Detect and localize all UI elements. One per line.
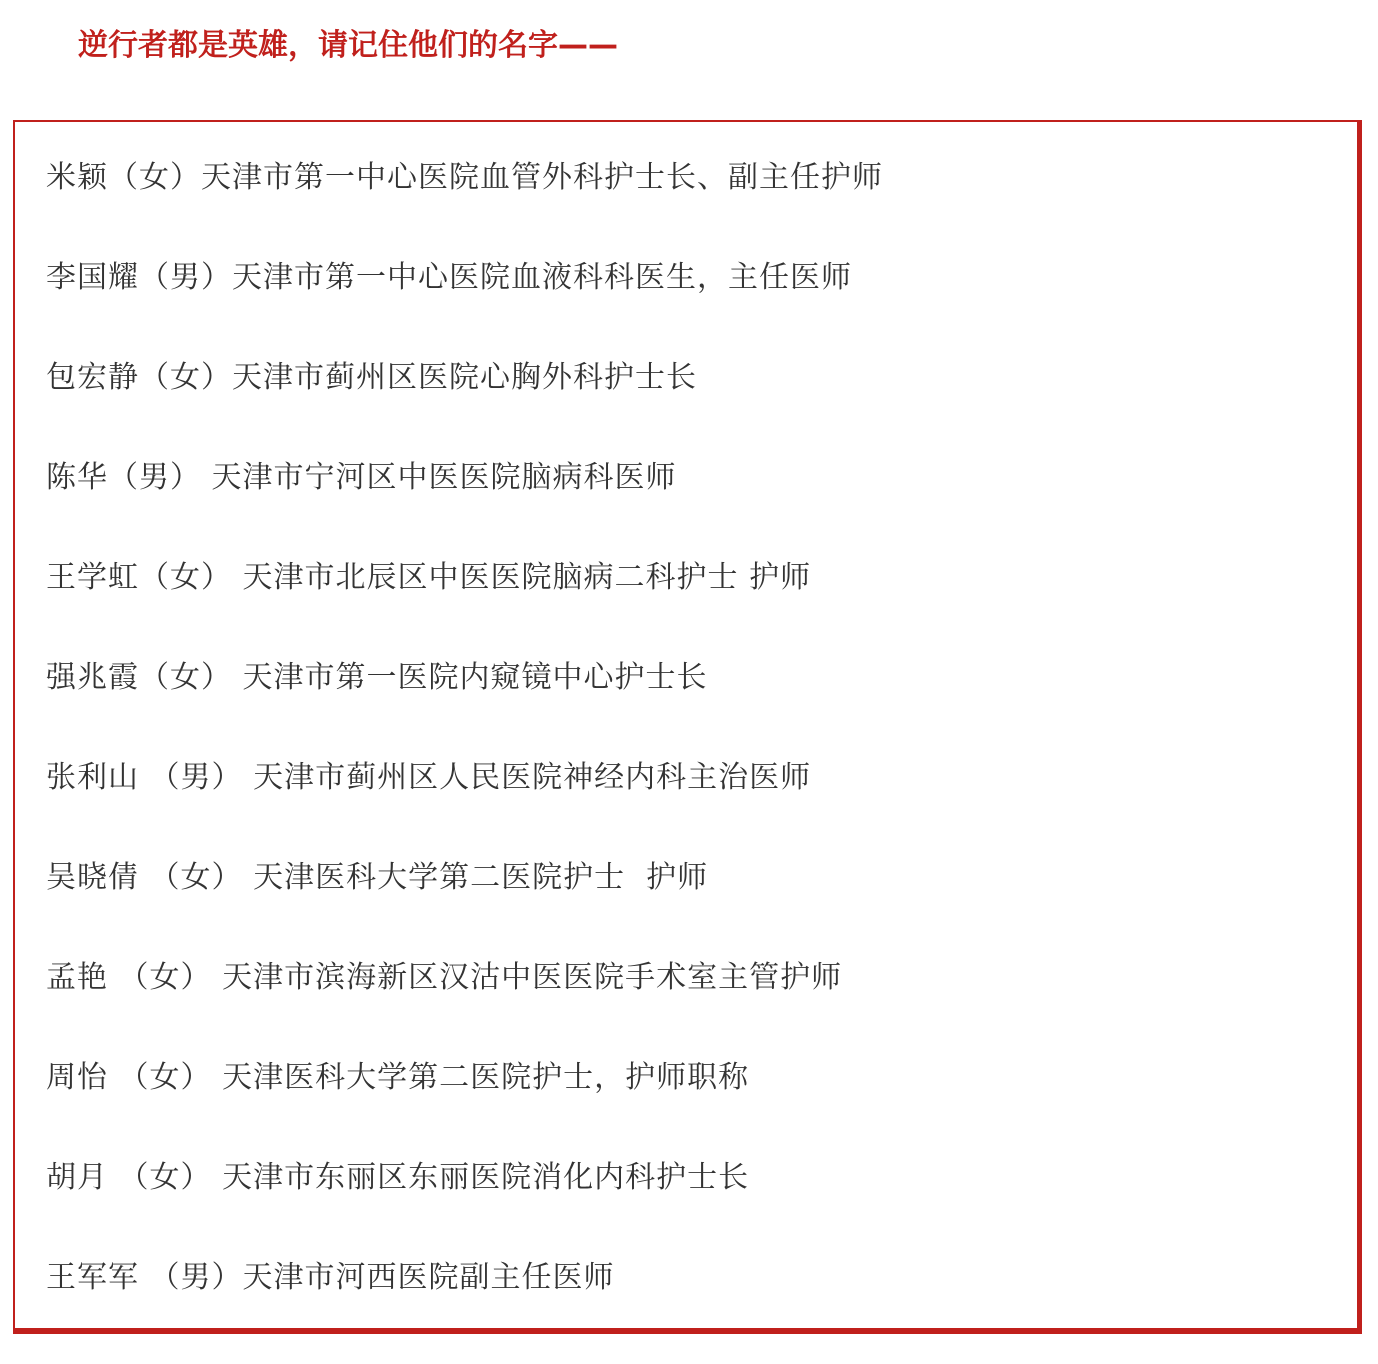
name-list-item: 孟艳 （女） 天津市滨海新区汉沽中医医院手术室主管护师 (46, 960, 843, 995)
name-list-item: 王学虹（女） 天津市北辰区中医医院脑病二科护士 护师 (46, 560, 812, 595)
name-list-item: 胡月 （女） 天津市东丽区东丽医院消化内科护士长 (46, 1160, 750, 1195)
name-list-item: 张利山 （男） 天津市蓟州区人民医院神经内科主治医师 (46, 760, 812, 795)
name-list (46, 158, 883, 1358)
name-list-item: 陈华（男） 天津市宁河区中医医院脑病科医师 (46, 460, 677, 495)
name-list-item: 王军军 （男）天津市河西医院副主任医师 (46, 1260, 615, 1295)
name-list-item: 强兆霞（女） 天津市第一医院内窥镜中心护士长 (46, 660, 708, 695)
page-heading: 逆行者都是英雄，请记住他们的名字—— (78, 28, 618, 63)
name-list-box (13, 120, 1362, 1334)
name-list-item: 李国耀（男）天津市第一中心医院血液科科医生，主任医师 (46, 260, 852, 295)
name-list-item: 吴晓倩 （女） 天津医科大学第二医院护士 护师 (46, 860, 709, 895)
name-list-item: 周怡 （女） 天津医科大学第二医院护士，护师职称 (46, 1060, 750, 1095)
name-list-item: 米颖（女）天津市第一中心医院血管外科护士长、副主任护师 (46, 160, 883, 195)
name-list-item: 包宏静（女）天津市蓟州区医院心胸外科护士长 (46, 360, 697, 395)
